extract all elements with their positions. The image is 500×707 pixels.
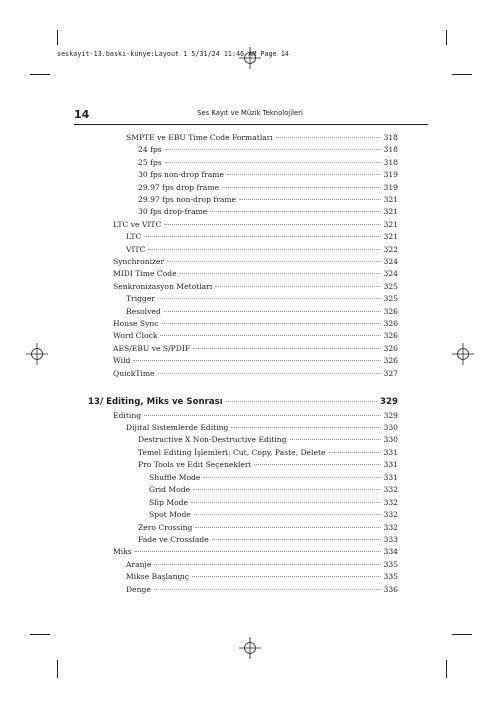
dot-leader bbox=[167, 261, 380, 262]
dot-leader bbox=[144, 415, 380, 416]
toc-entry-page: 319 bbox=[383, 170, 398, 180]
toc-entry-label: 30 fps non-drop frame bbox=[138, 170, 224, 180]
toc-entry bbox=[126, 245, 398, 256]
toc-entry bbox=[138, 170, 398, 181]
toc-entry-page: 329 bbox=[380, 397, 398, 407]
toc-entry-page: 330 bbox=[383, 422, 398, 432]
dot-leader bbox=[290, 439, 381, 440]
running-title: Ses Kayıt ve Müzik Teknolojileri bbox=[197, 109, 303, 117]
toc-entry-label: Word Clock bbox=[113, 331, 158, 341]
dot-leader bbox=[210, 211, 380, 212]
toc-entry-label: Miks bbox=[113, 547, 132, 557]
toc-entry-page: 318 bbox=[383, 157, 398, 167]
dot-leader bbox=[162, 323, 381, 324]
toc-entry-label: Synchronizer bbox=[113, 257, 165, 266]
toc-entry-page: 325 bbox=[383, 281, 398, 291]
toc-entry bbox=[138, 195, 398, 206]
page-number: 14 bbox=[74, 108, 90, 121]
dot-leader bbox=[144, 236, 380, 237]
registration-mark-icon bbox=[239, 47, 261, 69]
toc-entry bbox=[138, 448, 398, 459]
toc-entry bbox=[113, 356, 398, 367]
toc-entry-page: 326 bbox=[383, 331, 398, 341]
registration-mark-icon bbox=[239, 637, 261, 659]
crop-mark bbox=[57, 30, 58, 45]
toc-entry bbox=[126, 560, 398, 571]
dot-leader bbox=[203, 477, 380, 478]
dot-leader bbox=[133, 360, 380, 361]
dot-leader bbox=[226, 401, 377, 402]
toc-entry bbox=[138, 207, 398, 218]
toc-entry bbox=[126, 232, 398, 243]
toc-chapter-entry bbox=[88, 397, 398, 410]
toc-entry-label: Destructive X Non-Destructive Editing bbox=[138, 435, 287, 445]
toc-entry-page: 324 bbox=[383, 257, 398, 266]
toc-entry-page: 331 bbox=[383, 447, 398, 457]
toc-entry-label: Aranje bbox=[126, 559, 152, 569]
toc-entry-page: 330 bbox=[383, 435, 398, 445]
toc-entry-label: Trigger bbox=[126, 294, 155, 304]
dot-leader bbox=[193, 348, 380, 349]
toc-entry-page: 335 bbox=[383, 572, 398, 582]
toc-entry bbox=[113, 411, 398, 422]
toc-entry-label: QuickTime bbox=[113, 368, 155, 378]
toc-entry bbox=[149, 510, 398, 521]
toc-entry-page: 331 bbox=[383, 472, 398, 482]
toc-entry bbox=[138, 523, 398, 534]
dot-leader bbox=[195, 527, 380, 528]
dot-leader bbox=[148, 249, 380, 250]
toc-entry-label: Dijital Sistemlerde Editing bbox=[126, 422, 229, 432]
toc-entry-label: Resolved bbox=[126, 306, 161, 316]
toc-entry-page: 325 bbox=[383, 294, 398, 304]
toc-entry-page: 336 bbox=[383, 584, 398, 594]
toc-entry-page: 321 bbox=[383, 195, 398, 204]
toc-entry-label: Wild bbox=[113, 356, 131, 366]
toc-entry bbox=[113, 369, 398, 380]
dot-leader bbox=[254, 464, 381, 465]
toc-entry-page: 332 bbox=[383, 510, 398, 520]
toc-entry-page: 334 bbox=[383, 547, 398, 557]
toc-entry bbox=[113, 269, 398, 280]
toc-entry bbox=[138, 145, 398, 156]
toc-entry-page: 332 bbox=[383, 522, 398, 532]
toc-entry-page: 322 bbox=[383, 244, 398, 254]
crop-mark bbox=[57, 660, 58, 678]
toc-entry bbox=[126, 307, 398, 318]
toc-entry-label: Denge bbox=[126, 584, 151, 594]
toc-entry-label: SMPTE ve EBU Time Code Formatları bbox=[126, 133, 273, 142]
dot-leader bbox=[158, 373, 381, 374]
toc-entry-label: Mikse Başlangıç bbox=[126, 572, 190, 582]
toc-entry bbox=[113, 344, 398, 355]
toc-entry-label: LTC bbox=[126, 232, 142, 242]
dot-leader bbox=[164, 311, 381, 312]
toc-entry bbox=[113, 282, 398, 293]
crop-mark bbox=[30, 634, 50, 635]
toc-entry-label: Spot Mode bbox=[149, 510, 191, 520]
toc-chapter-label: 13/ Editing, Miks ve Sonrası bbox=[88, 397, 223, 407]
crop-mark bbox=[30, 74, 50, 75]
dot-leader bbox=[164, 224, 380, 225]
dot-leader bbox=[276, 137, 381, 138]
dot-leader bbox=[154, 589, 381, 590]
toc-entry-page: 333 bbox=[383, 535, 398, 544]
toc-entry-label: House Sync bbox=[113, 319, 159, 328]
toc-entry-label: Zero Crossing bbox=[138, 522, 193, 532]
toc-entry-label: VITC bbox=[126, 244, 146, 254]
dot-leader bbox=[222, 187, 380, 188]
toc-entry-page: 327 bbox=[383, 368, 398, 378]
toc-entry-label: MIDI Time Code bbox=[113, 269, 177, 279]
dot-leader bbox=[212, 539, 381, 540]
dot-leader bbox=[227, 174, 381, 175]
dot-leader bbox=[160, 335, 380, 336]
toc-entry bbox=[113, 319, 398, 330]
toc-entry-page: 321 bbox=[383, 207, 398, 217]
header-rule bbox=[74, 124, 428, 125]
printer-slug-line: seskayit-13.baski-kunye:Layout 1 5/31/24 11:46 AM Page 14 bbox=[57, 50, 289, 58]
toc-entry bbox=[138, 183, 398, 194]
toc-entry-page: 318 bbox=[383, 133, 398, 142]
toc-entry bbox=[113, 331, 398, 342]
toc-entry bbox=[126, 294, 398, 305]
toc-entry-page: 332 bbox=[383, 497, 398, 507]
dot-leader bbox=[154, 564, 380, 565]
crop-mark bbox=[446, 30, 447, 45]
toc-entry bbox=[113, 547, 398, 558]
dot-leader bbox=[191, 502, 380, 503]
toc-entry-label: 24 fps bbox=[138, 145, 162, 155]
toc-entry-label: AES/EBU ve S/PDIF bbox=[113, 343, 191, 353]
dot-leader bbox=[231, 427, 380, 428]
crop-mark bbox=[452, 634, 472, 635]
registration-mark-icon bbox=[26, 343, 48, 365]
dot-leader bbox=[215, 286, 380, 287]
toc-entry-label: Shuffle Mode bbox=[149, 472, 201, 482]
toc-entry-label: Senkronizasyon Metotları bbox=[113, 281, 213, 291]
toc-entry bbox=[113, 220, 398, 231]
dot-leader bbox=[165, 149, 381, 150]
toc-entry-page: 324 bbox=[383, 269, 398, 279]
toc-entry-page: 329 bbox=[383, 410, 398, 420]
toc-entry-page: 321 bbox=[383, 219, 398, 229]
toc-entry bbox=[149, 485, 398, 496]
toc-entry-label: 29.97 fps non-drop frame bbox=[138, 195, 237, 204]
toc-entry-label: Editing bbox=[113, 410, 142, 420]
dot-leader bbox=[180, 273, 381, 274]
toc-entry bbox=[126, 133, 398, 144]
toc-entry-label: Temel Editing İşlemleri: Cut, Copy, Paste, Delete bbox=[138, 447, 326, 457]
toc-entry-label: LTC ve VITC bbox=[113, 219, 162, 229]
toc-entry bbox=[126, 572, 398, 583]
toc-entry-label: Pro Tools ve Edit Seçenekleri bbox=[138, 460, 251, 470]
registration-mark-icon bbox=[452, 343, 474, 365]
toc-entry-page: 326 bbox=[383, 306, 398, 316]
toc-entry bbox=[149, 498, 398, 509]
toc-entry-label: 25 fps bbox=[138, 157, 162, 167]
toc-entry-page: 326 bbox=[383, 356, 398, 366]
dot-leader bbox=[158, 298, 381, 299]
toc-entry-page: 326 bbox=[383, 319, 398, 328]
crop-mark bbox=[446, 660, 447, 678]
dot-leader bbox=[165, 162, 381, 163]
toc-entry-page: 331 bbox=[383, 460, 398, 470]
dot-leader bbox=[194, 514, 381, 515]
toc-entry-page: 318 bbox=[383, 145, 398, 155]
toc-entry bbox=[138, 535, 398, 546]
toc-entry bbox=[138, 435, 398, 446]
toc-entry-label: 30 fps drop-frame bbox=[138, 207, 208, 217]
toc-entry-label: 29.97 fps drop frame bbox=[138, 182, 220, 192]
toc-entry-page: 326 bbox=[383, 343, 398, 353]
toc-entry-page: 332 bbox=[383, 485, 398, 495]
toc-entry-page: 335 bbox=[383, 559, 398, 569]
toc-entry bbox=[126, 585, 398, 596]
toc-entry-label: Slip Mode bbox=[149, 497, 189, 507]
toc-entry bbox=[138, 158, 398, 169]
crop-mark bbox=[452, 74, 472, 75]
toc-entry bbox=[113, 257, 398, 268]
toc-entry-page: 321 bbox=[383, 232, 398, 242]
toc-entry bbox=[126, 423, 398, 434]
toc-entry-page: 319 bbox=[383, 182, 398, 192]
dot-leader bbox=[239, 199, 380, 200]
dot-leader bbox=[135, 551, 381, 552]
toc-entry-label: Fade ve Crossfade bbox=[138, 535, 209, 544]
dot-leader bbox=[329, 452, 381, 453]
toc-entry bbox=[138, 460, 398, 471]
toc-entry-label: Grid Mode bbox=[149, 485, 191, 495]
dot-leader bbox=[192, 576, 380, 577]
toc-entry bbox=[149, 473, 398, 484]
dot-leader bbox=[193, 489, 380, 490]
